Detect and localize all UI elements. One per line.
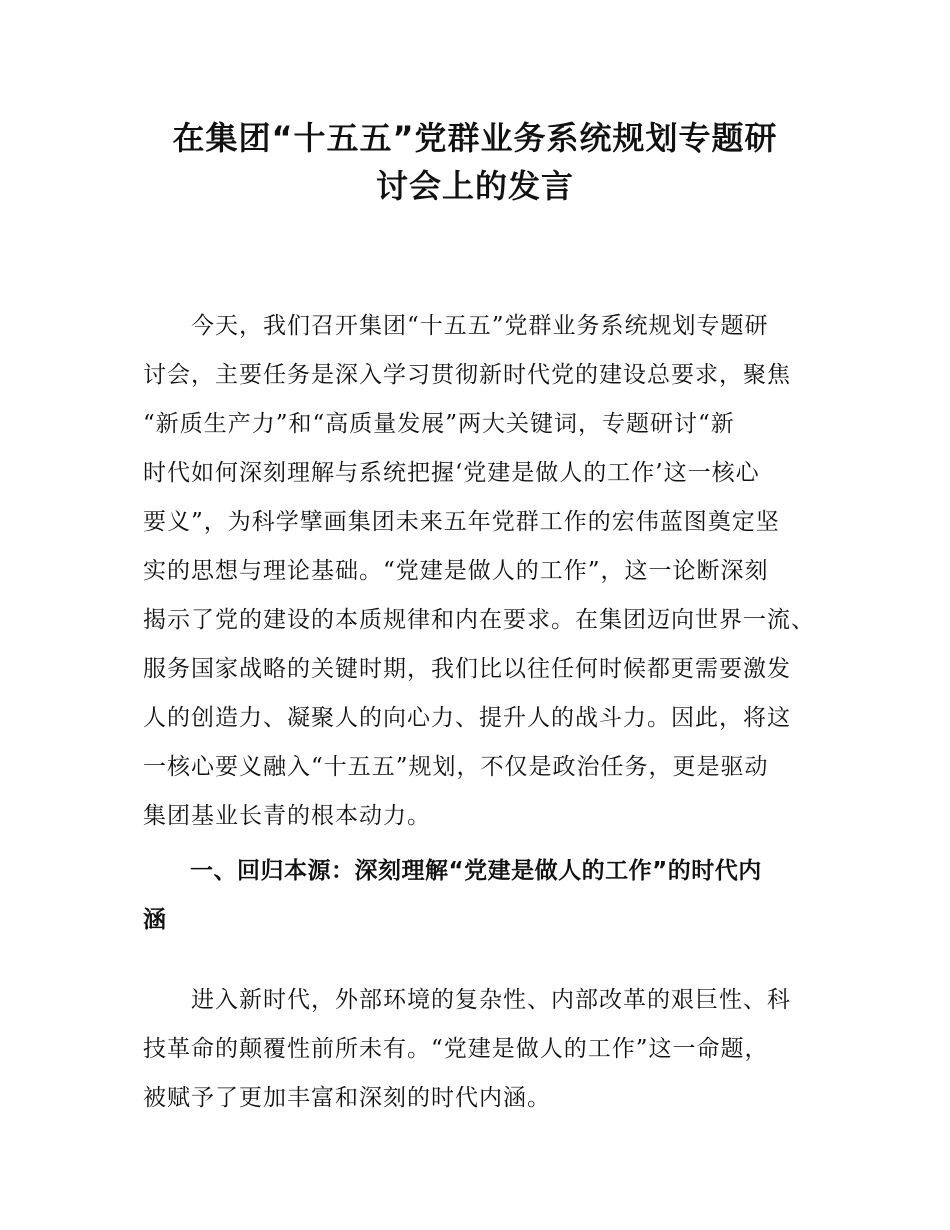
text-line: 实的思想与理论基础。“党建是做人的工作”，这一论断深刻 xyxy=(143,558,769,584)
text-line: 要义”，为科学擘画集团未来五年党群工作的宏伟蓝图奠定坚 xyxy=(143,509,780,535)
text-line: 今天，我们召开集团“十五五”党群业务系统规划专题研 xyxy=(143,313,769,339)
text-line: 讨会，主要任务是深入学习贯彻新时代党的建设总要求，聚焦 xyxy=(143,362,791,388)
heading-line: 涵 xyxy=(143,907,167,933)
text-line: 技革命的颠覆性前所未有。“党建是做人的工作”这一命题， xyxy=(143,1036,769,1062)
text-line: 人的创造力、凝聚人的向心力、提升人的战斗力。因此，将这 xyxy=(143,705,791,731)
text-line: 一核心要义融入“十五五”规划，不仅是政治任务，更是驱动 xyxy=(143,754,769,780)
heading-line: 一、回归本源：深刻理解“党建是做人的工作”的时代内 xyxy=(143,858,762,884)
text-line: 时代如何深刻理解与系统把握‘党建是做人的工作’这一核心 xyxy=(143,460,760,486)
text-line: “新质生产力”和“高质量发展”两大关键词，专题研讨“新 xyxy=(143,411,735,437)
document-title-line-2: 讨会上的发言 xyxy=(375,167,574,205)
text-line: 揭示了党的建设的本质规律和内在要求。在集团迈向世界一流、 xyxy=(143,607,815,633)
text-line: 被赋予了更加丰富和深刻的时代内涵。 xyxy=(143,1085,551,1111)
text-line: 服务国家战略的关键时期，我们比以往任何时候都更需要激发 xyxy=(143,656,791,682)
document-title-line-1: 在集团“十五五”党群业务系统规划专题研 xyxy=(172,119,778,157)
text-line: 集团基业长青的根本动力。 xyxy=(143,803,431,829)
text-line: 进入新时代，外部环境的复杂性、内部改革的艰巨性、科 xyxy=(143,987,791,1013)
